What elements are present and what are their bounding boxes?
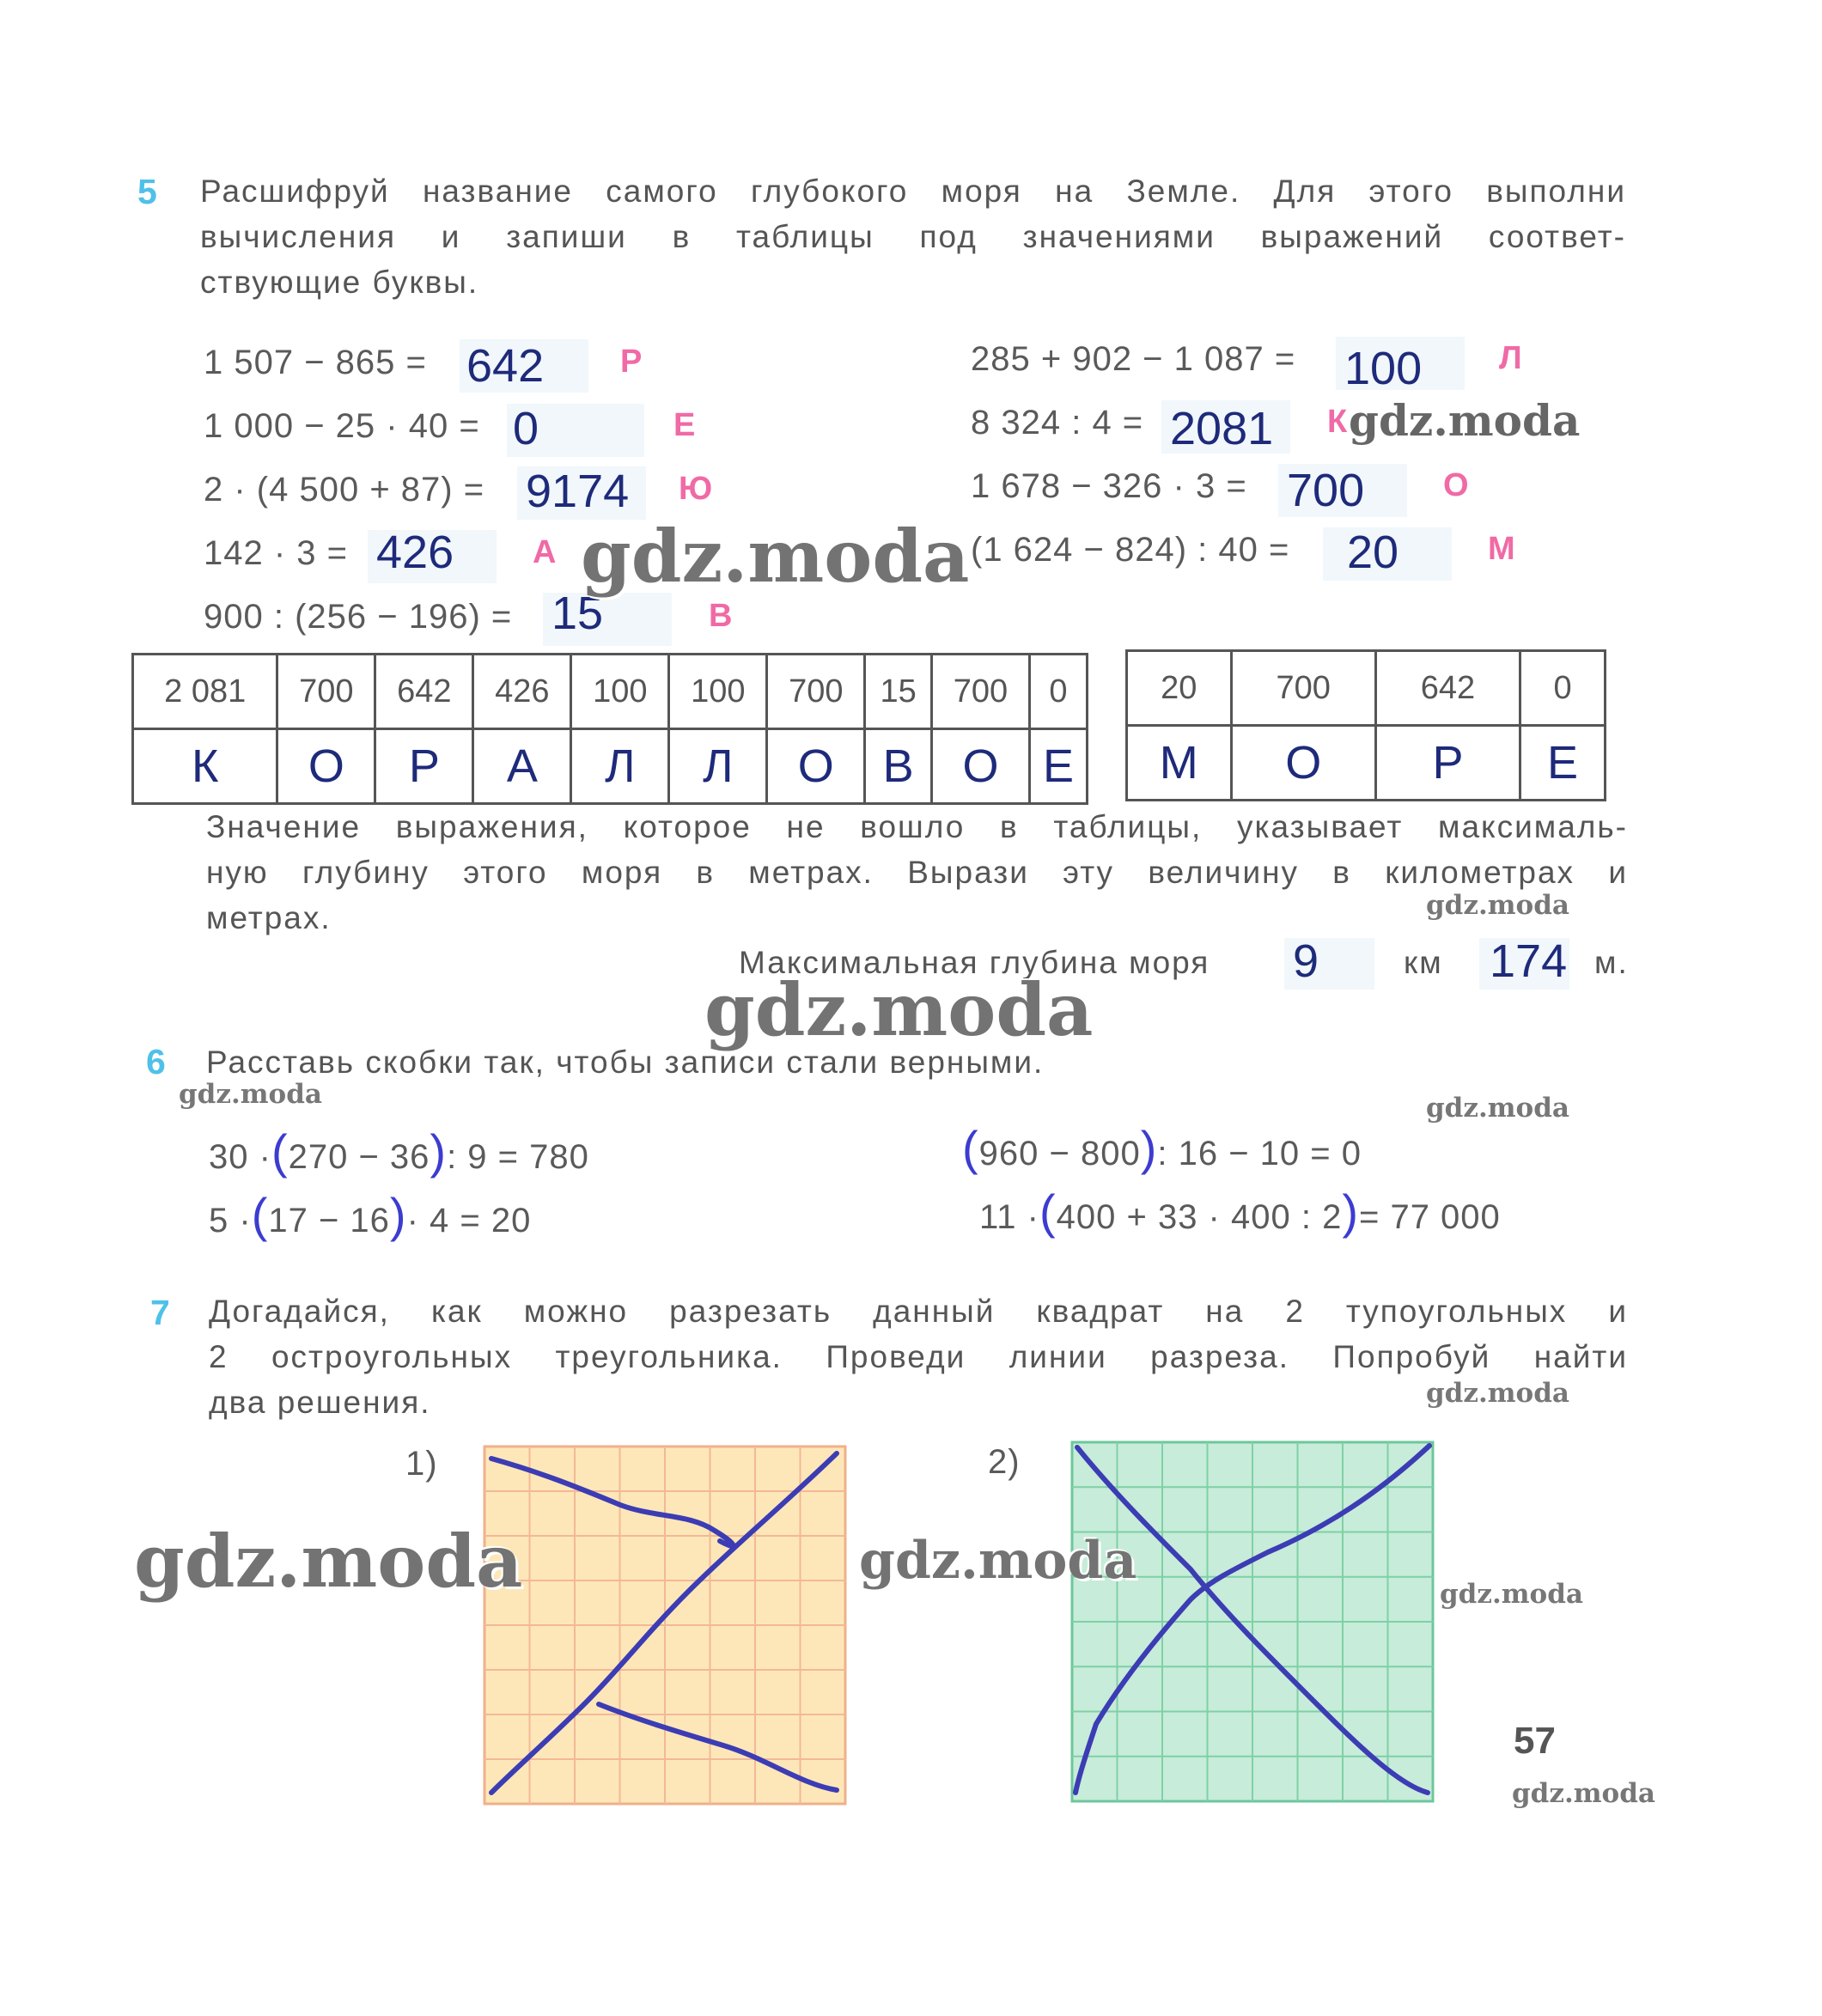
table-value: 426: [473, 655, 571, 729]
cipher-letter: А: [533, 534, 557, 570]
solution-label-1: 1): [405, 1445, 438, 1483]
eq-inner: 270 − 36: [288, 1138, 430, 1176]
depth-label: Максимальная глубина моря: [739, 945, 1210, 980]
watermark: gdz.moda: [1440, 1579, 1583, 1610]
table-letter: Л: [571, 729, 669, 804]
expression: 2 · (4 500 + 87) =: [204, 471, 485, 509]
answer-value: 426: [376, 527, 454, 578]
eq-inner: 17 − 16: [268, 1202, 390, 1239]
table-letter: Е: [1520, 726, 1606, 801]
answer-value: 0: [513, 403, 539, 454]
eq-pre: 30 ·: [209, 1138, 271, 1176]
eq-pre: 11 ·: [979, 1198, 1039, 1236]
answer-value: 642: [466, 340, 545, 392]
page-number: 57: [1514, 1720, 1556, 1762]
table-value: 100: [669, 655, 767, 729]
task6-number: 6: [146, 1042, 166, 1081]
expression: 1 678 − 326 · 3 =: [971, 467, 1247, 505]
table-letter: О: [767, 729, 865, 804]
eq-post: = 77 000: [1358, 1198, 1501, 1236]
close-bracket: ): [1140, 1121, 1158, 1175]
cipher-letter: К: [1327, 404, 1348, 440]
depth-km-unit: км: [1404, 945, 1443, 980]
table-value: 0: [1520, 651, 1606, 726]
eq-post: · 4 = 20: [406, 1202, 532, 1239]
eq-post: : 9 = 780: [447, 1138, 589, 1176]
answer-value: 15: [551, 588, 604, 639]
open-bracket: (: [962, 1121, 979, 1175]
eq-inner: 960 − 800: [978, 1135, 1141, 1172]
table-letter: Р: [1375, 726, 1520, 801]
table-letter: Р: [375, 729, 473, 804]
expression: 1 000 − 25 · 40 =: [204, 407, 480, 445]
depth-m-unit: м.: [1594, 945, 1629, 980]
table-letter: М: [1127, 726, 1232, 801]
table-value: 100: [571, 655, 669, 729]
task5-line: Расшифруй название самого глубокого моря на Земле. Для этого выполни: [200, 174, 1626, 209]
cipher-letter: Е: [673, 407, 696, 443]
task5-line: ствующие буквы.: [200, 265, 479, 300]
open-bracket: (: [271, 1124, 289, 1179]
table-letter: О: [1231, 726, 1375, 801]
table-letter: А: [473, 729, 571, 804]
cipher-letter: В: [709, 598, 733, 634]
cipher-table-2: [1125, 649, 1606, 801]
note-line: Значение выражения, которое не вошло в таблицы, указывает максималь-: [206, 809, 1628, 844]
table-value: 700: [767, 655, 865, 729]
watermark: gdz.moda: [134, 1519, 523, 1604]
table-letter: Л: [669, 729, 767, 804]
bracket-equation-2: [209, 1187, 531, 1243]
close-bracket: ): [430, 1124, 448, 1179]
task7-line: Догадайся, как можно разрезать данный квадрат на 2 тупоугольных и: [209, 1294, 1628, 1329]
cipher-letter: Р: [620, 344, 643, 380]
task7-number: 7: [150, 1293, 170, 1332]
open-bracket: (: [1039, 1185, 1057, 1239]
watermark: gdz.moda: [1512, 1778, 1655, 1809]
table-letter: О: [932, 729, 1030, 804]
watermark: gdz.moda: [1426, 1093, 1569, 1124]
task6-text: Расставь скобки так, чтобы записи стали верными.: [206, 1045, 1045, 1080]
open-bracket: (: [251, 1188, 269, 1242]
watermark: gdz.moda: [1349, 395, 1581, 446]
cipher-letter: О: [1443, 467, 1469, 503]
task5-number: 5: [137, 172, 157, 211]
task7-line: два решения.: [209, 1385, 431, 1420]
depth-m-value: 174: [1490, 935, 1568, 987]
table-value: 700: [277, 655, 375, 729]
table-value: 642: [1375, 651, 1520, 726]
task5-line: вычисления и запиши в таблицы под значениями выражений соответ-: [200, 219, 1626, 254]
table-value: 642: [375, 655, 473, 729]
close-bracket: ): [1342, 1185, 1359, 1239]
cipher-table-1: [131, 653, 1088, 805]
answer-value: 9174: [526, 466, 630, 517]
watermark: gdz.moda: [581, 514, 970, 599]
answer-value: 2081: [1170, 403, 1274, 454]
table-value: 700: [1231, 651, 1375, 726]
expression: 285 + 902 − 1 087 =: [971, 340, 1296, 378]
expression: 900 : (256 − 196) =: [204, 598, 513, 636]
solution-label-2: 2): [988, 1443, 1021, 1481]
expression: 8 324 : 4 =: [971, 404, 1144, 442]
bracket-equation-3: [962, 1120, 1362, 1176]
table-letter: О: [277, 729, 375, 804]
task5-note: [206, 804, 1628, 941]
table-value: 2 081: [133, 655, 277, 729]
answer-value: 100: [1344, 343, 1423, 394]
watermark: gdz.moda: [1426, 890, 1569, 921]
table-value: 700: [932, 655, 1030, 729]
table-letter: К: [133, 729, 277, 804]
note-line: ную глубину этого моря в метрах. Вырази эту величину в километрах и: [206, 855, 1628, 890]
watermark: gdz.moda: [179, 1079, 322, 1110]
cut-square-2: [1070, 1440, 1436, 1805]
watermark: gdz.moda: [859, 1531, 1137, 1591]
table-letter: Е: [1029, 729, 1087, 804]
task5-text: [200, 168, 1626, 305]
cipher-letter: Л: [1499, 340, 1522, 376]
task7-line: 2 остроугольных треугольника. Проведи линии разреза. Попробуй найти: [209, 1339, 1628, 1374]
watermark: gdz.moda: [704, 967, 1094, 1052]
bracket-equation-1: [209, 1124, 589, 1179]
bracket-equation-4: [979, 1184, 1501, 1239]
expression: 142 · 3 =: [204, 534, 349, 572]
table-value: 15: [865, 655, 932, 729]
cipher-letter: М: [1488, 531, 1515, 567]
eq-pre: 5 ·: [209, 1202, 252, 1239]
depth-km-value: 9: [1293, 935, 1319, 987]
table-value: 0: [1029, 655, 1087, 729]
task7-text: [209, 1288, 1628, 1425]
note-line: метрах.: [206, 900, 332, 935]
close-bracket: ): [389, 1188, 407, 1242]
cut-square-1: [483, 1445, 847, 1806]
answer-value: 700: [1287, 465, 1365, 516]
eq-inner: 400 + 33 · 400 : 2: [1056, 1198, 1343, 1236]
eq-post: : 16 − 10 = 0: [1157, 1135, 1362, 1172]
table-value: 20: [1127, 651, 1232, 726]
expression: 1 507 − 865 =: [204, 344, 427, 381]
answer-value: 20: [1347, 527, 1399, 578]
expression: (1 624 − 824) : 40 =: [971, 531, 1290, 569]
watermark: gdz.moda: [1426, 1378, 1569, 1409]
table-letter: В: [865, 729, 932, 804]
cipher-letter: Ю: [679, 471, 713, 507]
